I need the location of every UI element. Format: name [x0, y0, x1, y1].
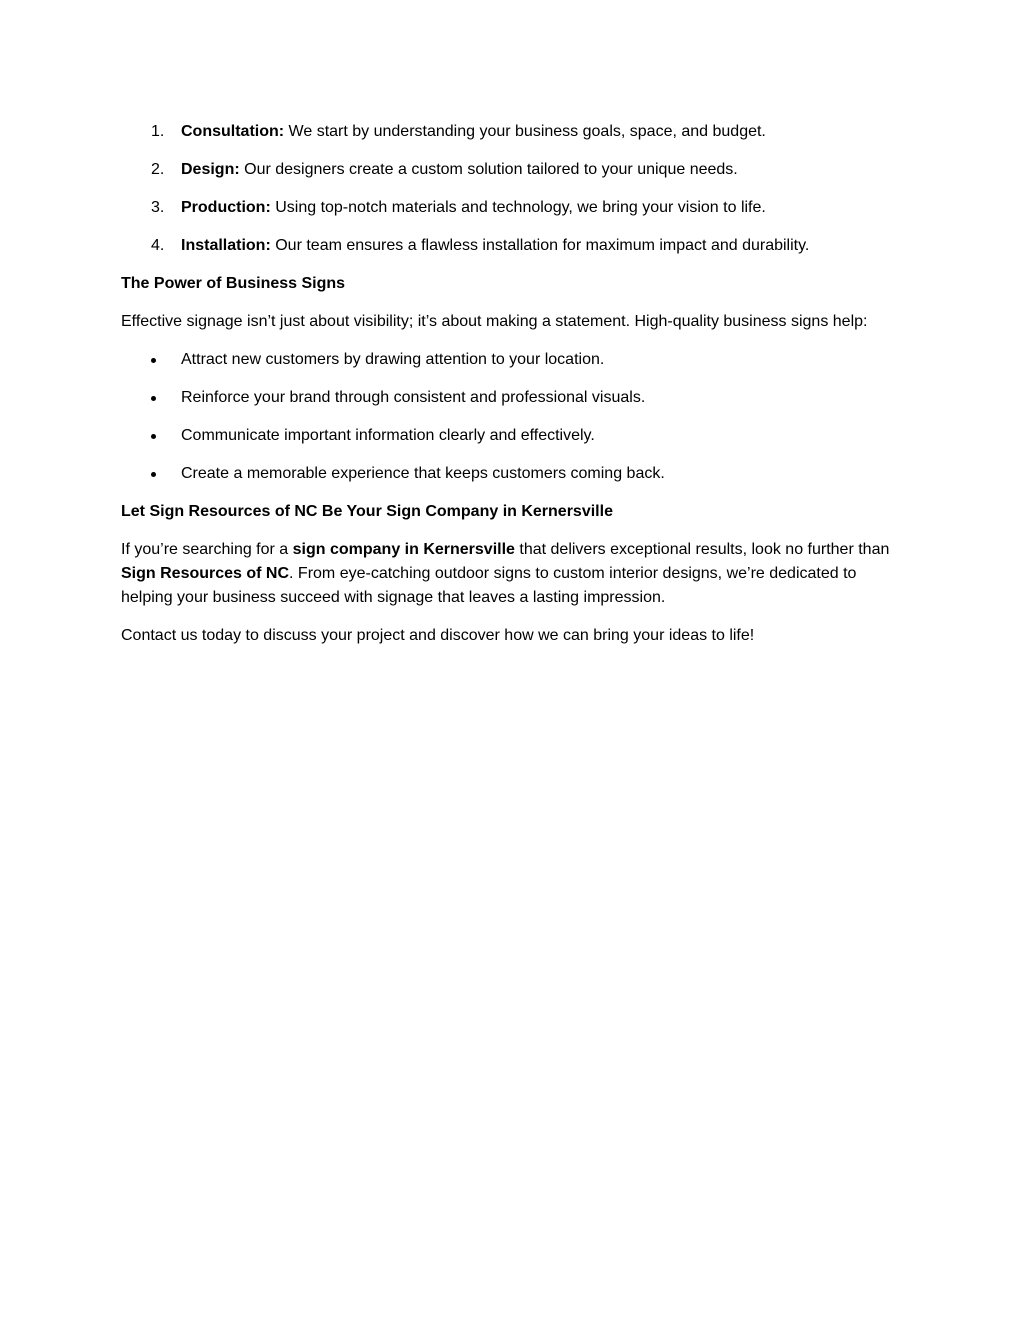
- contact-paragraph: Contact us today to discuss your project and discover how we can bring your ideas to life!: [121, 627, 755, 644]
- document-content: [121, 120, 906, 662]
- bullet-icon: [151, 396, 156, 401]
- company-text-part: If you’re searching for a: [121, 541, 293, 558]
- list-number: 4.: [151, 237, 165, 254]
- benefit-text: Create a memorable experience that keeps customers coming back.: [181, 465, 665, 482]
- company-bold-name: Sign Resources of NC: [121, 565, 290, 582]
- benefit-list-item: [121, 462, 906, 486]
- process-step-consultation: [121, 120, 906, 144]
- power-intro-paragraph: Effective signage isn’t just about visibility; it’s about making a statement. High-quality business signs help:: [121, 313, 868, 330]
- company-paragraph: [121, 538, 906, 610]
- benefit-text: Communicate important information clearly and effectively.: [181, 427, 595, 444]
- step-title: Production:: [181, 199, 271, 216]
- list-number: 3.: [151, 199, 165, 216]
- list-number: 1.: [151, 123, 165, 140]
- benefit-list-item: [121, 386, 906, 410]
- step-text: Our designers create a custom solution tailored to your unique needs.: [239, 161, 738, 178]
- benefit-text: Reinforce your brand through consistent and professional visuals.: [181, 389, 646, 406]
- benefit-list-item: [121, 348, 906, 372]
- bullet-icon: [151, 472, 156, 477]
- step-text: Using top-notch materials and technology, we bring your vision to life.: [270, 199, 766, 216]
- bullet-icon: [151, 358, 156, 363]
- step-text: We start by understanding your business goals, space, and budget.: [284, 123, 766, 140]
- company-text-part: . From eye-catching outdoor signs to custom interior designs, we’re dedicated to helping your business succeed with signage that leaves a lasting impression.: [121, 565, 857, 606]
- step-text: Our team ensures a flawless installation for maximum impact and durability.: [270, 237, 810, 254]
- company-bold-keyword: sign company in Kernersville: [292, 541, 515, 558]
- bullet-icon: [151, 434, 156, 439]
- step-title: Installation:: [181, 237, 271, 254]
- process-step-installation: [121, 234, 906, 258]
- benefit-list-item: [121, 424, 906, 448]
- step-title: Design:: [181, 161, 240, 178]
- process-step-design: [121, 158, 906, 182]
- power-heading: The Power of Business Signs: [121, 275, 346, 292]
- step-title: Consultation:: [181, 123, 285, 140]
- process-step-production: [121, 196, 906, 220]
- company-text-part: that delivers exceptional results, look no further than: [514, 541, 890, 558]
- company-heading: Let Sign Resources of NC Be Your Sign Company in Kernersville: [121, 503, 613, 520]
- benefit-text: Attract new customers by drawing attention to your location.: [181, 351, 605, 368]
- list-number: 2.: [151, 161, 165, 178]
